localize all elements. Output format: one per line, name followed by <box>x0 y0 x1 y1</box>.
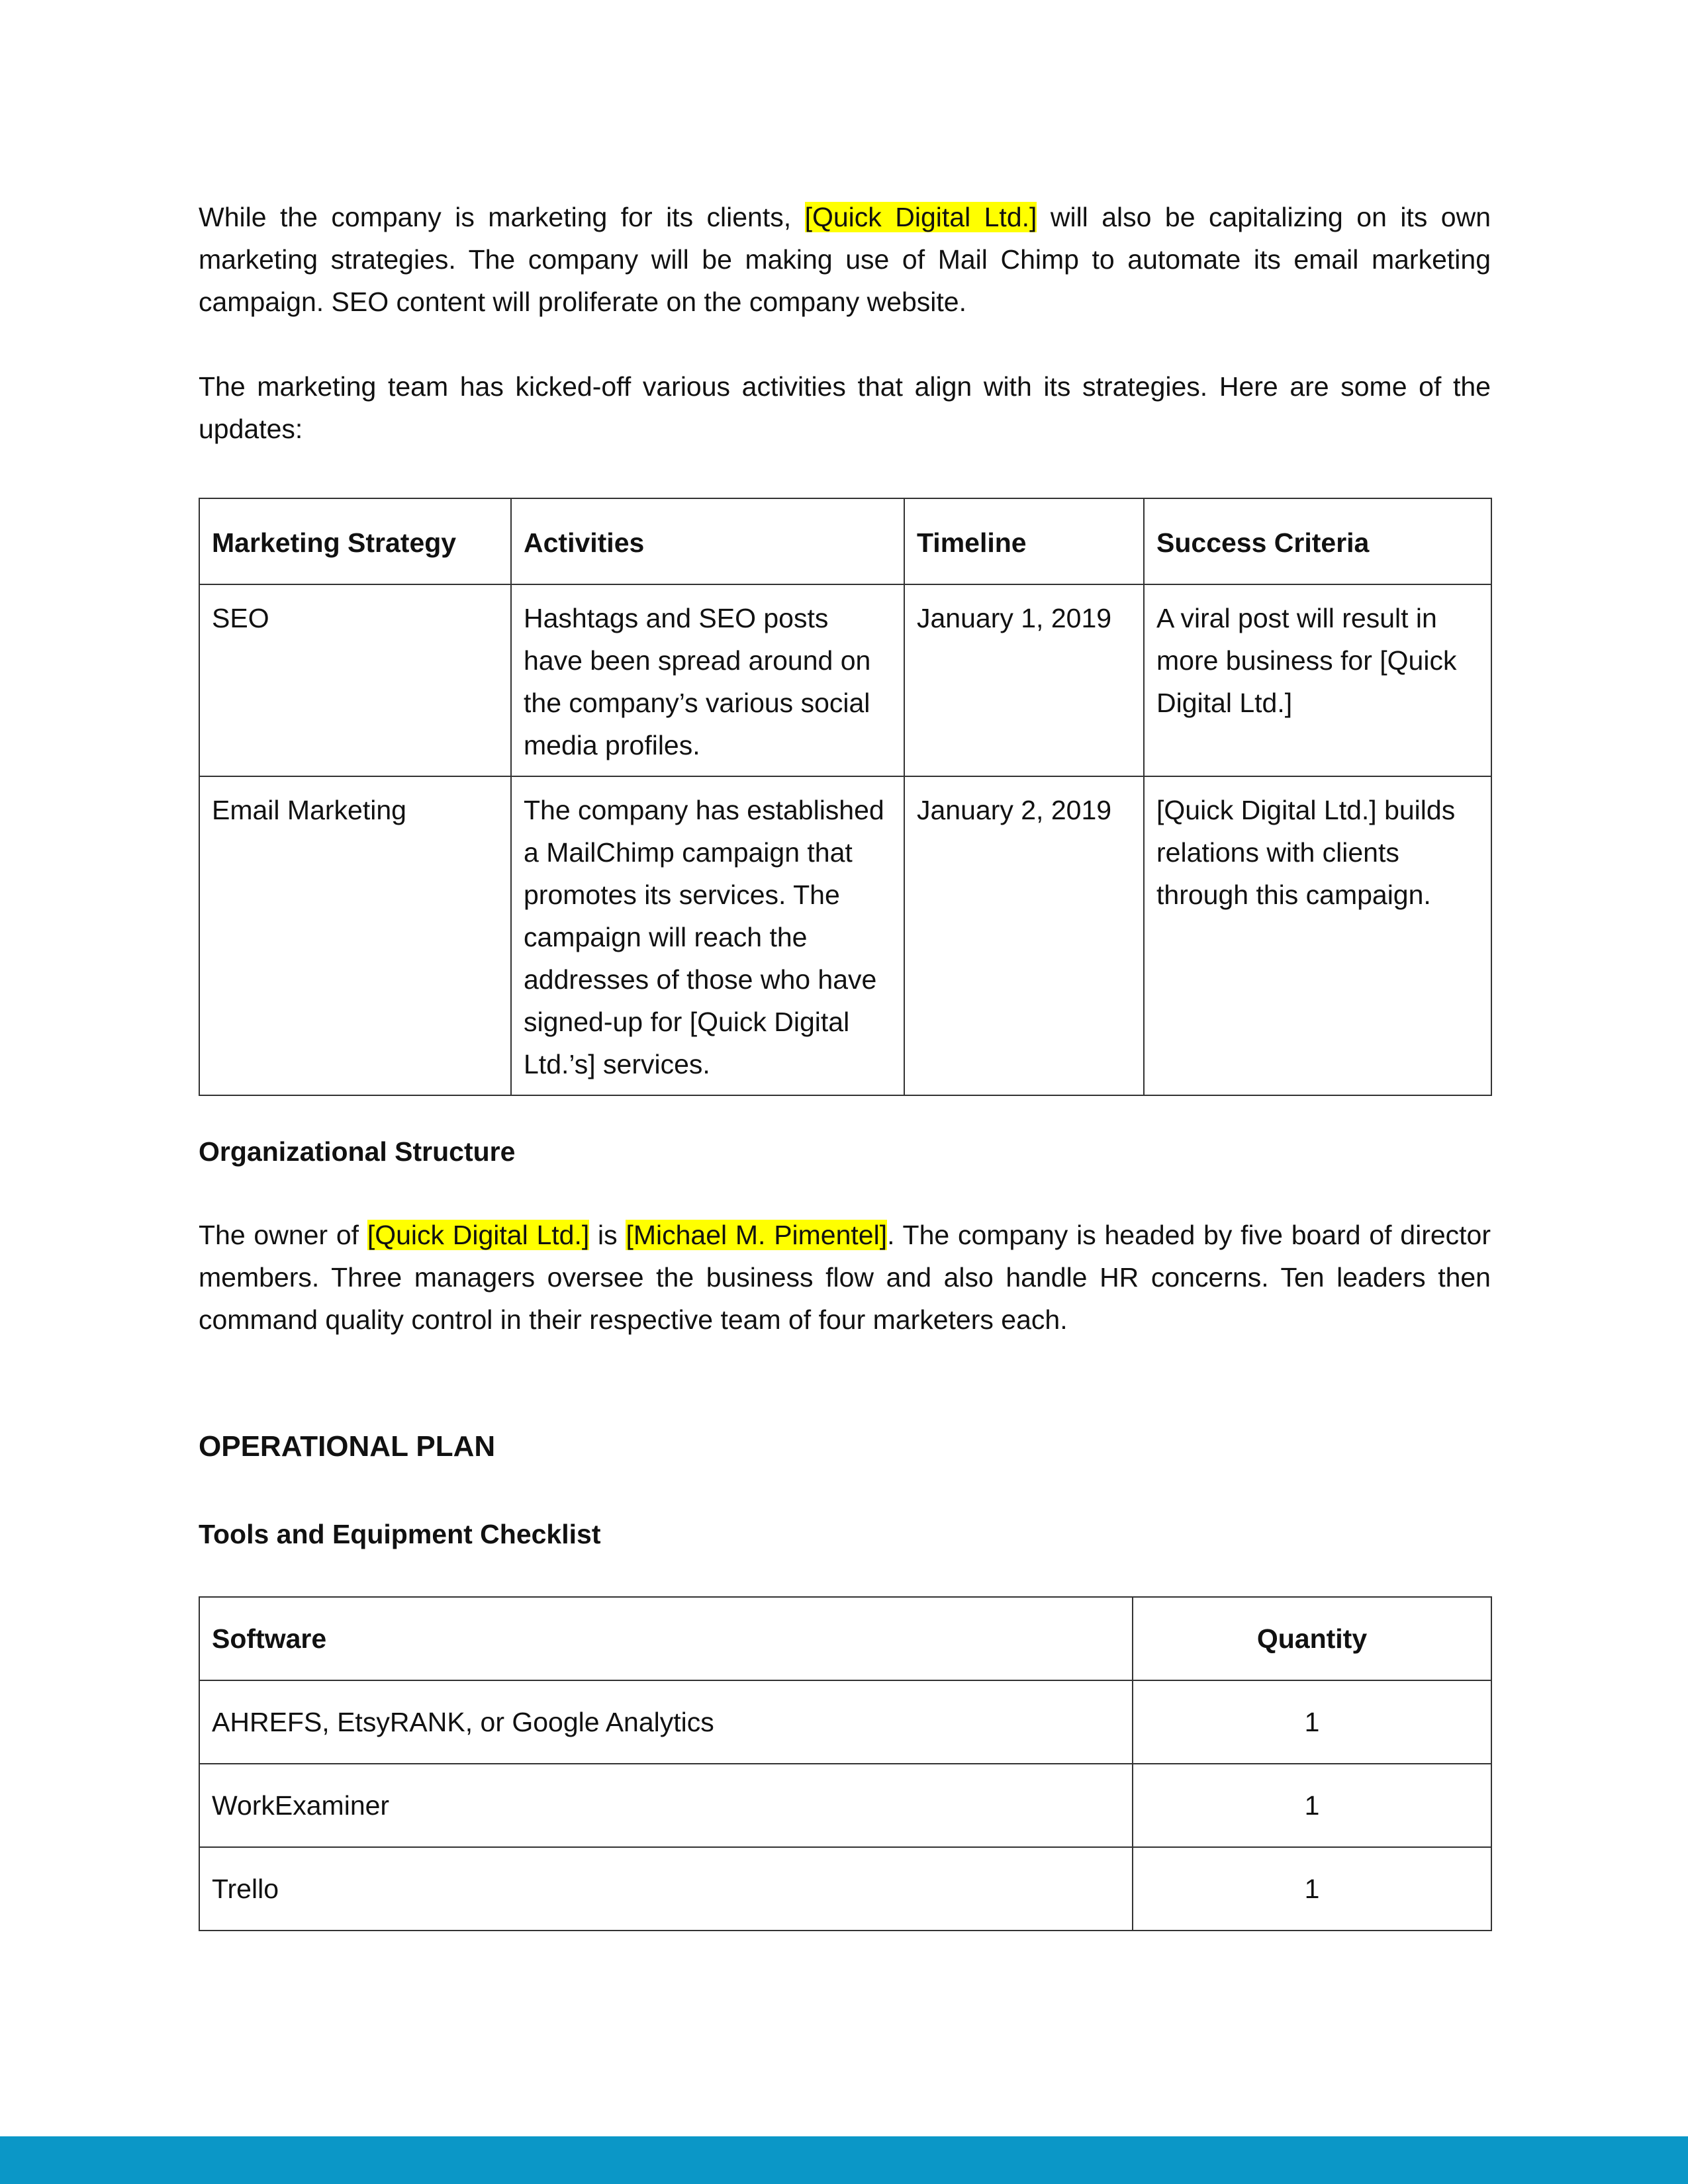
software-name-cell: WorkExaminer <box>199 1764 1133 1847</box>
footer-color-bar <box>0 2136 1688 2184</box>
software-name-cell: Trello <box>199 1847 1133 1931</box>
operational-plan-heading: OPERATIONAL PLAN <box>199 1430 496 1463</box>
table-row <box>199 1847 1491 1931</box>
software-name-cell: AHREFS, EtsyRANK, or Google Analytics <box>199 1680 1133 1764</box>
header-timeline: Timeline <box>904 498 1144 584</box>
strategy-cell: SEO <box>199 584 511 776</box>
activities-cell: Hashtags and SEO posts have been spread around on the company’s various social media profiles. <box>511 584 904 776</box>
org-text-3: . The company is headed by five board of director members. Three managers oversee the business flow and also handle HR concerns. Ten leaders then command quality control in their respective team of four marketers each. <box>199 1220 1491 1335</box>
activities-cell: The company has established a MailChimp campaign that promotes its services. The campaign will reach the addresses of those who have signed-up for [Quick Digital Ltd.’s] services. <box>511 776 904 1095</box>
intro-paragraph-1 <box>199 196 1491 323</box>
intro-text-before: While the company is marketing for its clients, <box>199 202 805 232</box>
table-row <box>199 1764 1491 1847</box>
quantity-cell: 1 <box>1133 1764 1491 1847</box>
timeline-cell: January 1, 2019 <box>904 584 1144 776</box>
quantity-cell: 1 <box>1133 1680 1491 1764</box>
header-activities: Activities <box>511 498 904 584</box>
quantity-cell: 1 <box>1133 1847 1491 1931</box>
header-software: Software <box>199 1597 1133 1680</box>
intro-paragraph-2: The marketing team has kicked-off various activities that align with its strategies. Here are some of the updates: <box>199 371 1491 444</box>
strategy-cell: Email Marketing <box>199 776 511 1095</box>
intro-text-after: will also be capitalizing on its own marketing strategies. The company will be making use of Mail Chimp to automate its email marketing campaign. SEO content will proliferate on the company website. <box>199 202 1491 317</box>
organizational-structure-paragraph <box>199 1214 1491 1341</box>
table-row <box>199 584 1491 776</box>
owner-name-highlight: [Michael M. Pimentel] <box>626 1220 888 1250</box>
table-row <box>199 776 1491 1095</box>
success-criteria-cell: [Quick Digital Ltd.] builds relations with clients through this campaign. <box>1144 776 1491 1095</box>
software-checklist-table <box>199 1596 1492 1931</box>
header-success-criteria: Success Criteria <box>1144 498 1491 584</box>
tools-checklist-heading: Tools and Equipment Checklist <box>199 1519 601 1549</box>
header-quantity: Quantity <box>1133 1597 1491 1680</box>
table-header-row <box>199 1597 1491 1680</box>
org-text-1: The owner of <box>199 1220 367 1250</box>
organizational-structure-heading: Organizational Structure <box>199 1136 516 1167</box>
org-text-2: is <box>589 1220 626 1250</box>
company-name-highlight: [Quick Digital Ltd.] <box>804 202 1037 232</box>
table-header-row <box>199 498 1491 584</box>
header-marketing-strategy: Marketing Strategy <box>199 498 511 584</box>
success-criteria-cell: A viral post will result in more business for [Quick Digital Ltd.] <box>1144 584 1491 776</box>
company-name-highlight: [Quick Digital Ltd.] <box>367 1220 590 1250</box>
timeline-cell: January 2, 2019 <box>904 776 1144 1095</box>
marketing-strategy-table <box>199 498 1492 1096</box>
document-body <box>199 196 1491 1931</box>
table-row <box>199 1680 1491 1764</box>
